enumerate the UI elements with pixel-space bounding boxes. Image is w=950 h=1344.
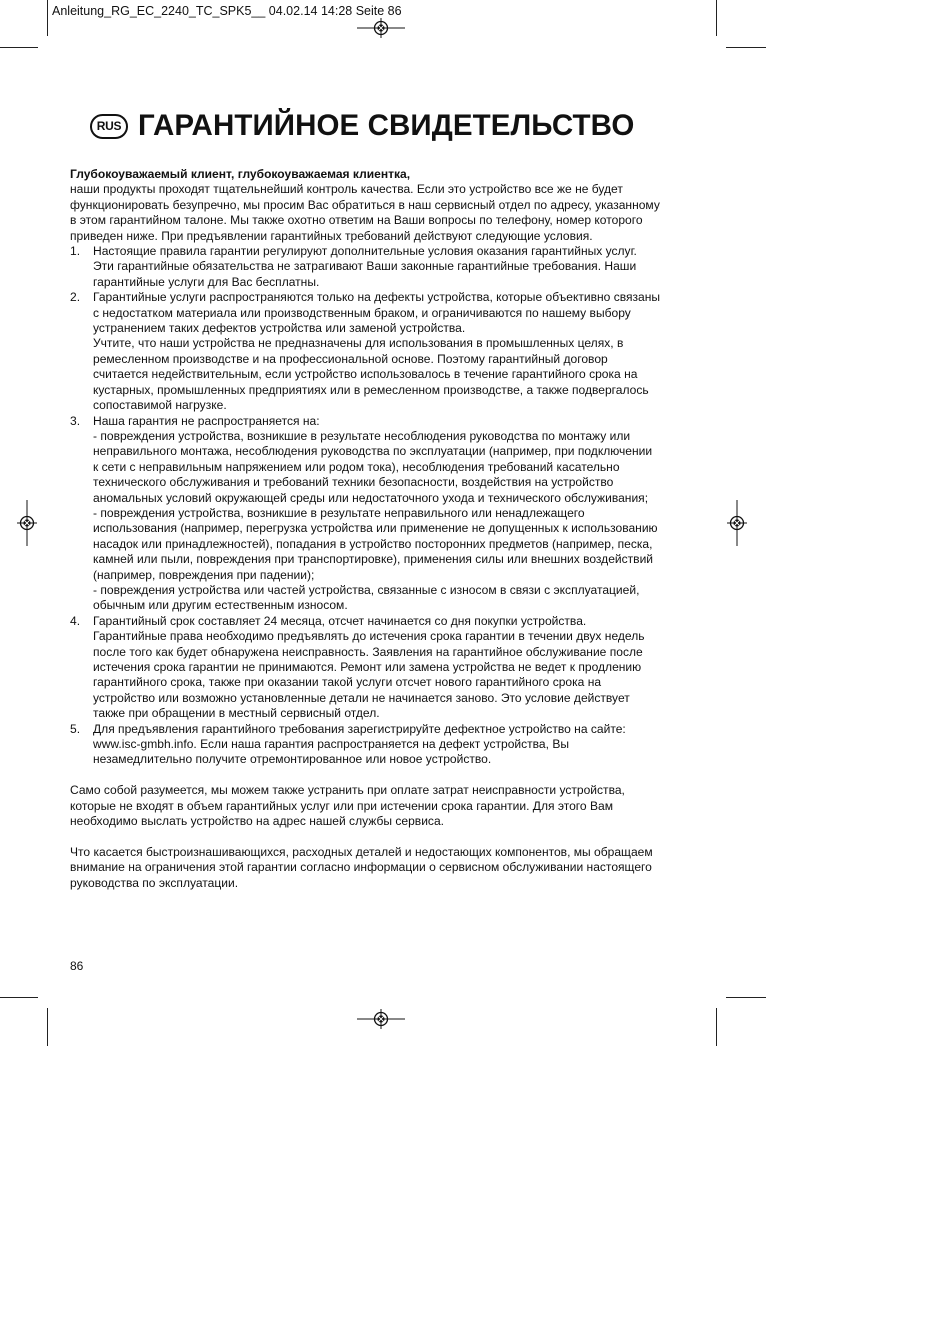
intro-paragraph — [70, 182, 710, 244]
condition-item-1 — [70, 244, 710, 290]
conditions-list — [70, 244, 710, 768]
crop-mark-top-left-vertical — [47, 0, 48, 36]
repair-paragraph — [70, 783, 710, 829]
text-line: устройство или возможно установленные детали не начинается заново. Это условие действует — [93, 690, 630, 705]
text-line: руководства по эксплуатации. — [70, 875, 239, 890]
text-line: в этом гарантийном талоне. Мы также охотно ответим на Ваши вопросы по телефону, номер которого — [70, 213, 643, 228]
text-line: Само собой разумеется, мы можем также устранить при оплате затрат неисправности устройства, — [70, 783, 625, 798]
text-line: насадок или принадлежностей), попадания в устройство посторонних предметов (например, песка, — [93, 536, 653, 551]
print-header: Anleitung_RG_EC_2240_TC_SPK5__ 04.02.14 14:28 Seite 86 — [52, 4, 402, 18]
text-line: гарантийные услуги для Вас бесплатны. — [93, 274, 320, 289]
registration-mark-top — [357, 18, 405, 38]
crop-mark-top-right-vertical — [716, 0, 717, 36]
text-line: Эти гарантийные обязательства не затрагивают Ваши законные гарантийные требования. Наши — [93, 259, 637, 274]
text-line: ремесленном производстве и на профессиональной основе. Поэтому гарантийный договор — [93, 351, 608, 366]
text-line: Учтите, что наши устройства не предназначены для использования в промышленных целях, в — [93, 336, 624, 351]
registration-mark-right — [727, 500, 747, 546]
crop-mark-top-right-horizontal — [726, 47, 766, 48]
condition-number: 5. — [70, 721, 81, 736]
text-line: наши продукты проходят тщательнейший контроль качества. Если это устройство все же не будет — [70, 182, 623, 197]
text-line: (например, повреждения при падении); — [93, 567, 315, 582]
text-line: необходимо выслать устройство на адрес нашей службы сервиса. — [70, 814, 444, 829]
registration-mark-bottom — [357, 1009, 405, 1029]
text-line: обычным или другим естественным износом. — [93, 598, 348, 613]
crop-mark-top-left-horizontal — [0, 47, 38, 48]
text-line: Для предъявления гарантийного требования зарегистрируйте дефектное устройство на сайте: — [93, 721, 626, 736]
crop-mark-bottom-right-horizontal — [726, 997, 766, 998]
text-line: устранением таких дефектов устройства или заменой устройства. — [93, 321, 466, 336]
text-line: приведен ниже. При предъявлении гарантийных требований действуют следующие условия. — [70, 228, 593, 243]
text-line: - повреждения устройства, возникшие в результате несоблюдения руководства по монтажу или — [93, 428, 631, 443]
condition-number: 1. — [70, 244, 81, 259]
registration-mark-left — [17, 500, 37, 546]
text-line: использования (например, перегрузка устройства или применение не допущенных к использованию — [93, 521, 658, 536]
text-line: кустарных, промышленных предприятиях или в ремесленном производстве, а также подвергалось — [93, 382, 649, 397]
text-line: - повреждения устройства или частей устройства, связанные с износом в связи с эксплуатацией, — [93, 582, 640, 597]
text-line: www.isc-gmbh.info. Если наша гарантия распространяется на дефект устройства, Вы — [93, 737, 570, 752]
text-line: считается недействительным, если устройство использовалось в течение гарантийного срока на — [93, 367, 638, 382]
text-line: истечения срока гарантии не принимаются. Ремонт или замена устройства не ведет к продлению — [93, 660, 642, 674]
text-line: незамедлительно получите отремонтированное или новое устройство. — [93, 752, 492, 767]
text-line: камней или пыли, повреждения при транспортировке), применения силы или внешних воздействий — [93, 552, 654, 567]
text-line: гарантийного срока, также при оказании такой услуги отсчет нового гарантийного срока на — [93, 675, 602, 690]
text-line: к сети с неправильным напряжением или родом тока), несоблюдения требований касательно — [93, 459, 620, 474]
text-line: Гарантийные права необходимо предъявлять до истечения срока гарантии в течении двух недель — [93, 629, 645, 644]
crop-mark-bottom-right-vertical — [716, 1008, 717, 1046]
paragraph-gap — [70, 829, 710, 844]
condition-item-2 — [70, 290, 710, 413]
text-line: Наша гарантия не распространяется на: — [93, 413, 320, 428]
text-line: Что касается быстроизнашивающихся, расходных деталей и недостающих компонентов, мы обращаем — [70, 844, 653, 859]
text-line: технического обслуживания и требований техники безопасности, воздействия на устройство — [93, 475, 614, 490]
greeting: Глубокоуважаемый клиент, глубокоуважаемая клиентка, — [70, 167, 411, 181]
condition-item-3 — [70, 414, 710, 614]
page-title: ГАРАНТИЙНОЕ СВИДЕТЕЛЬСТВО — [138, 109, 635, 142]
crop-mark-bottom-left-vertical — [47, 1008, 48, 1046]
condition-number: 4. — [70, 613, 81, 628]
text-line: аномальных условий окружающей среды или недостаточного ухода и технического обслуживания; — [93, 490, 649, 505]
text-line: внимание на ограничения этой гарантии согласно информации о сервисном обслуживании настоящего — [70, 860, 652, 875]
wear-parts-paragraph — [70, 845, 710, 891]
condition-item-4 — [70, 614, 710, 722]
title-row — [90, 108, 634, 144]
text-line: Гарантийный срок составляет 24 месяца, отсчет начинается со дня покупки устройства. — [93, 613, 587, 628]
paragraph-gap — [70, 768, 710, 783]
text-line: Настоящие правила гарантии регулируют дополнительные условия оказания гарантийных услуг. — [93, 244, 637, 259]
text-line: которые не входят в объем гарантийных услуг или при истечении срока гарантии. Для этого Вам — [70, 798, 613, 813]
text-line: с недостатком материала или производственным браком, и ограничиваются по нашему выбору — [93, 305, 631, 320]
condition-number: 2. — [70, 290, 81, 305]
text-line: неправильного монтажа, несоблюдения руководства по эксплуатации (например, при подключении — [93, 444, 653, 459]
page-number: 86 — [70, 959, 84, 973]
crop-mark-bottom-left-horizontal — [0, 997, 38, 998]
text-line: также при обращении в местный сервисный отдел. — [93, 706, 380, 721]
condition-item-5 — [70, 722, 710, 768]
condition-number: 3. — [70, 413, 81, 428]
text-line: функционировать безупречно, мы просим Вас обратиться в наш сервисный отдел по адресу, указанному — [70, 197, 660, 212]
text-line: Гарантийные услуги распространяются только на дефекты устройства, которые объективно связаны — [93, 290, 661, 305]
text-line: после того как будет обнаружена неисправность. Заявления на гарантийное обслуживание после — [93, 644, 643, 659]
language-badge: RUS — [90, 114, 128, 139]
text-line: - повреждения устройства, возникшие в результате неправильного или ненадлежащего — [93, 505, 585, 520]
warranty-text — [70, 167, 710, 891]
text-line: сопоставимой нагрузке. — [93, 398, 227, 413]
